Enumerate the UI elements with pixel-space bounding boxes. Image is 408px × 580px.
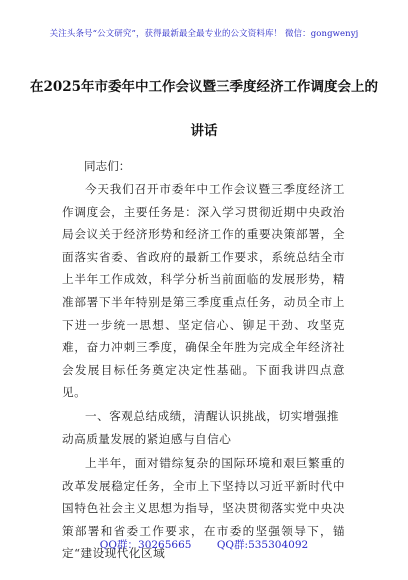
footer-qq-group-2: QQ群:535304092 xyxy=(216,539,309,551)
header-notice: 关注头条号“公文研究”，获得最新最全最专业的公文资料库！ 微信：gongwenyj xyxy=(49,29,359,39)
document-title-line2: 讲话 xyxy=(190,123,218,139)
section-heading-1: 一、客观总结成绩，清醒认识挑战，切实增强推动高质量发展的紧迫感与自信心 xyxy=(62,409,339,446)
paragraph-review: 上半年，面对错综复杂的国际环境和艰巨繁重的改革发展稳定任务，全市上下坚持以习近平新时代中国特色社会主义思想为指导，坚决贯彻落实党中央决策部署和省委工作要求，在市委的坚强领导下，锚定“建设现代化区域 xyxy=(62,456,345,561)
footer-contacts xyxy=(0,537,408,552)
footer-qq-group-1: QQ群：30265665 xyxy=(99,539,192,551)
salutation: 同志们： xyxy=(84,159,131,173)
paragraph-intro: 今天我们召开市委年中工作会议暨三季度经济工作调度会，主要任务是：深入学习贯彻近期中央政治局会议关于经济形势和经济工作的重要决策部署，全面落实省委、省政府的最新工作要求，系统总结全市上半年工作成效，科学分析当前面临的发展形势，精准部署下半年特别是第三季度重点任务，动员全市上下进一步统一思想、坚定信心、铆足干劲、攻坚克难，奋力冲刺三季度，确保全年胜为完成全年经济社会发展目标任务奠定决定性基础。下面我讲四点意见。 xyxy=(62,182,345,400)
document-title-line1: 在2025年市委年中工作会议暨三季度经济工作调度会上的 xyxy=(29,79,379,95)
